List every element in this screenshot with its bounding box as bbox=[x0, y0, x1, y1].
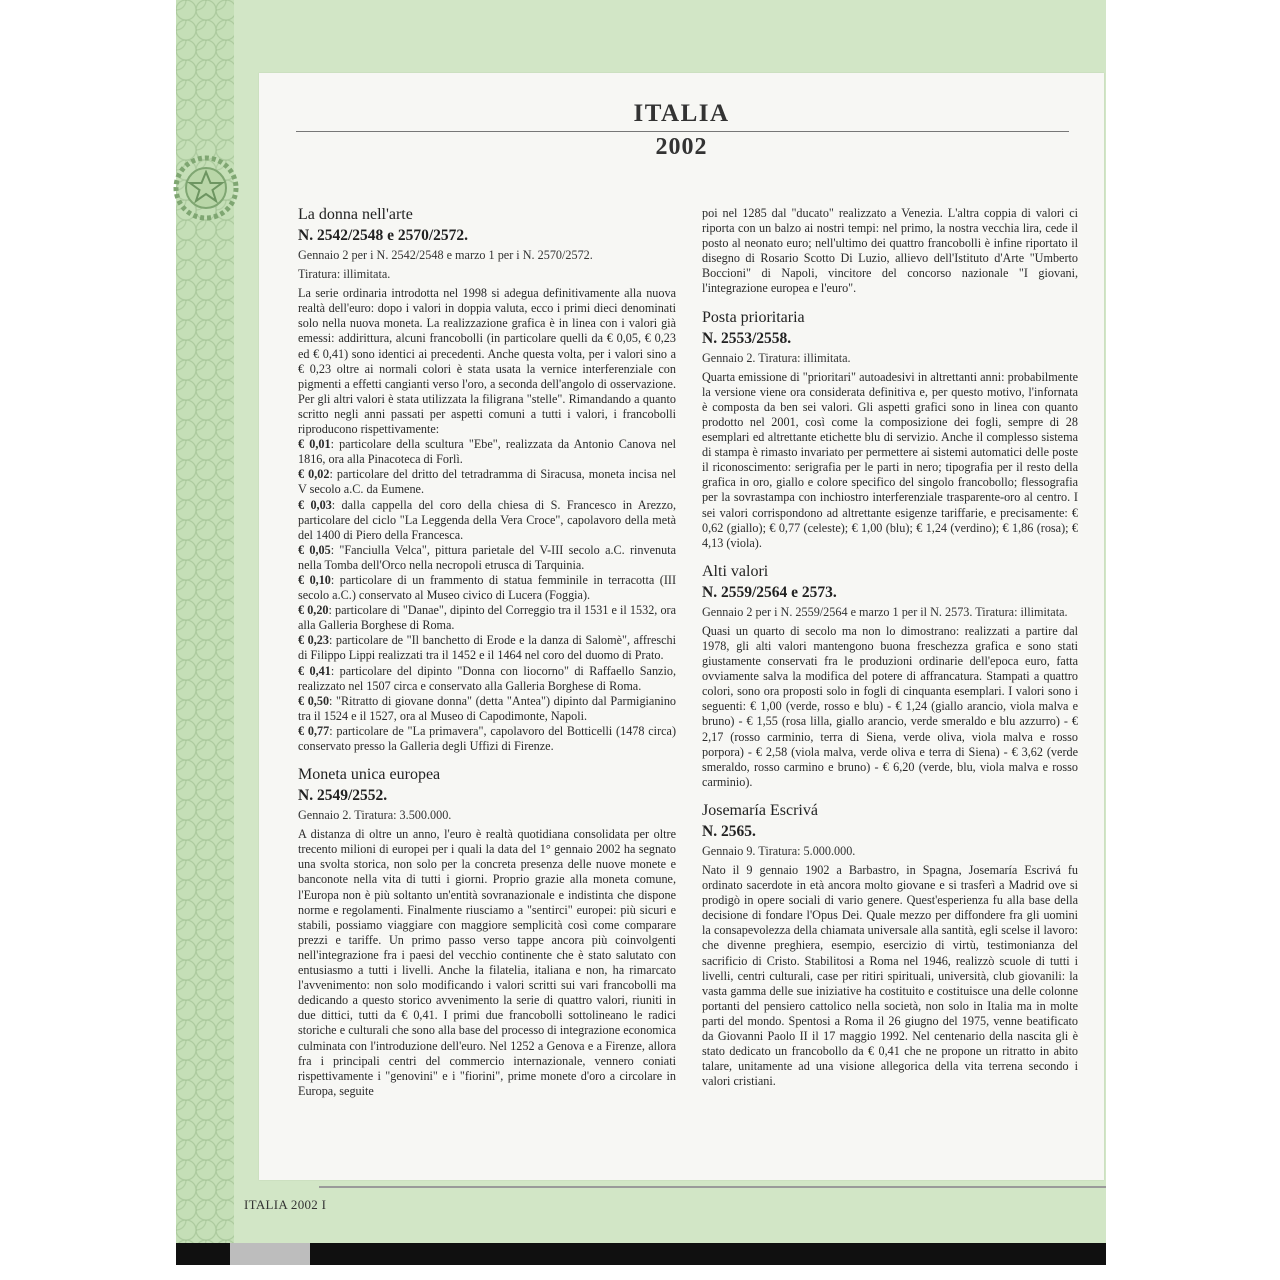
body-paragraph bbox=[298, 437, 676, 467]
title-divider bbox=[296, 131, 1069, 132]
section-gap bbox=[702, 790, 1078, 802]
body-paragraph bbox=[298, 286, 676, 437]
stamp-value: € 0,10 bbox=[298, 572, 331, 587]
page-year: 2002 bbox=[655, 134, 708, 160]
stamp-value: € 0,03 bbox=[298, 497, 332, 512]
stamp-value: € 0,20 bbox=[298, 603, 329, 618]
issue-info: Gennaio 9. Tiratura: 5.000.000. bbox=[702, 843, 856, 858]
article-section bbox=[702, 206, 1078, 297]
body-paragraph bbox=[702, 624, 1078, 790]
article-section bbox=[702, 802, 1078, 1090]
left-column bbox=[298, 206, 676, 1099]
paragraph-text: : particolare del dritto del tetradramma di Siracusa, moneta incisa nel V secolo a.C. da Eumene. bbox=[298, 467, 676, 497]
stamp-catalog-number: N. 2542/2548 e 2570/2572. bbox=[298, 227, 469, 244]
paragraph-text: : particolare della scultura "Ebe", realizzata da Antonio Canova nel 1816, ora alla Pinacoteca di Forlì. bbox=[298, 437, 677, 467]
paragraph-text: : particolare del dipinto "Donna con liocorno" di Raffaello Sanzio, realizzato nel 1507 circa e conservato alla Galleria Borghese di Roma. bbox=[298, 663, 676, 693]
body-paragraph bbox=[702, 863, 1078, 1089]
page-title: ITALIA bbox=[633, 100, 730, 127]
article-section bbox=[702, 563, 1078, 790]
issue-info: Tiratura: illimitata. bbox=[298, 267, 391, 282]
paragraph-text: Quarta emissione di "prioritari" autoadesivi in altrettanti anni: probabilmente la versione viene ora considerata definitiva e, per questo motivo, l'infornata è composta da ben sei valori. Gli aspetti grafici sono in linea con quanto prodotto nel 2001, così come la composizione dei fogli, sempre di 28 esemplari ed altrettante etichette blu di servizio. Anche il complesso sistema di stampa è rimasto invariato per permettere ai sistemi automatici delle poste il riconoscimento: serigrafia per le parti in nero; tipografia per il resto della grafica in oro, giallo e colore specifico del singolo francobollo; flessografia per la sovrastampa con inchiostro interferenziale trasparente-oro al centro. I sei valori corrispondono ad altrettante esigenze tariffarie, e precisamente: € 0,62 (giallo); € 0,77 (celeste); € 1,00 (blu); € 1,24 (verdino); € 1,86 (rosa); € 4,13 (viola). bbox=[702, 369, 1078, 550]
body-paragraph bbox=[298, 694, 676, 724]
paragraph-text: poi nel 1285 dal "ducato" realizzato a Venezia. L'altra coppia di valori ci riporta con un balzo ai nostri tempi: nel primo, la nostra vecchia lira, cede il posto al neonato euro; nell'ultimo dei quattro francobolli è infine riportato il disegno di Rosario Scotto Di Luzio, allievo dell'Istituto d'Arte "Umberto Boccioni" di Napoli, vincitore del concorso nazionale "I giovani, l'integrazione europea e l'euro". bbox=[702, 206, 1078, 296]
paragraph-text: : particolare di un frammento di statua femminile in terracotta (III secolo a.C.) conservato al Museo civico di Lucera (Foggia). bbox=[298, 572, 677, 603]
section-title: Alti valori bbox=[702, 562, 769, 580]
body-paragraph bbox=[298, 664, 676, 694]
stamp-value: € 0,50 bbox=[298, 693, 330, 708]
stamp-catalog-number: N. 2559/2564 e 2573. bbox=[702, 583, 837, 601]
section-title: Posta prioritaria bbox=[702, 308, 805, 326]
footer-divider bbox=[319, 1186, 1106, 1188]
body-paragraph bbox=[298, 467, 676, 497]
article-section bbox=[298, 206, 676, 754]
body-paragraph bbox=[702, 206, 1078, 297]
body-paragraph bbox=[298, 543, 676, 573]
article-section bbox=[298, 766, 676, 1099]
paragraph-text: : particolare de "Il banchetto di Erode e la danza di Salomè", affreschi di Filippo Lippi realizzati tra il 1452 e il 1464 nel coro del duomo di Prato. bbox=[298, 633, 677, 663]
stamp-value: € 0,77 bbox=[298, 723, 330, 738]
paragraph-text: : "Fanciulla Velca", pittura parietale del V-III secolo a.C. rinvenuta nella Tomba dell'Orco nella necropoli etrusca di Tarquinia. bbox=[298, 542, 677, 572]
body-paragraph bbox=[298, 633, 676, 663]
section-title: Josemaría Escrivá bbox=[702, 801, 818, 819]
scan-edge-bar bbox=[176, 1243, 1106, 1265]
body-paragraph bbox=[298, 827, 676, 1099]
paragraph-text: : particolare di "Danae", dipinto del Correggio tra il 1531 e il 1532, ora alla Galleria Borghese di Roma. bbox=[298, 603, 677, 633]
body-paragraph bbox=[702, 370, 1078, 551]
stamp-catalog-number: N. 2565. bbox=[702, 822, 756, 840]
stamp-value: € 0,01 bbox=[298, 437, 331, 452]
issue-info: Gennaio 2. Tiratura: illimitata. bbox=[702, 350, 851, 365]
page-footer: ITALIA 2002 I bbox=[244, 1197, 327, 1212]
issue-info: Gennaio 2 per i N. 2542/2548 e marzo 1 per i N. 2570/2572. bbox=[298, 248, 593, 262]
page-margin bbox=[1106, 0, 1280, 1245]
section-gap bbox=[702, 297, 1078, 309]
right-column bbox=[702, 206, 1078, 1089]
paragraph-text: La serie ordinaria introdotta nel 1998 si adegua definitivamente alla nuova realtà dell'euro: dopo i valori in doppia valuta, ecco i primi dieci denominati solo nella nuova moneta. La realizzazione grafica è in linea con i valori già emessi: addirittura, alcuni francobolli (in particolare quelli da € 0,05, € 0,23 ed € 0,41) sono identici ai precedenti. Anche questa volta, per i valori sino a € 0,23 oltre ai normali colori è stata usata la vernice interferenziale con pigmenti a effetti cangianti verso l'oro, a seconda dell'angolo di osservazione. Per gli altri valori è stata utilizzata la filigrana "stelle". Rimandando a quanto scritto negli anni passati per aspetti comuni a tutti i valori, i francobolli riproducono rispettivamente: bbox=[298, 286, 676, 437]
stamp-value: € 0,02 bbox=[298, 467, 330, 482]
paragraph-text: : dalla cappella del coro della chiesa di S. Francesco in Arezzo, particolare del ciclo "La Leggenda della Vera Croce", capolavoro della metà del 1400 di Piero della Francesca. bbox=[298, 497, 677, 542]
body-paragraph bbox=[298, 603, 676, 633]
stamp-value: € 0,23 bbox=[298, 633, 329, 648]
stamp-value: € 0,05 bbox=[298, 542, 331, 557]
body-paragraph bbox=[298, 573, 676, 603]
article-section bbox=[702, 309, 1078, 551]
paragraph-text: A distanza di oltre un anno, l'euro è realtà quotidiana consolidata per oltre trecento milioni di europei per i quali la data del 1° gennaio 2002 ha segnato una svolta storica, non solo per la concreta presenza delle nuove monete e banconote nella vita di tutti i giorni. Proprio grazie alla moneta comune, l'Europa non è più soltanto un'entità sovranazionale e indistinta che dispone norme e regolamenti. Finalmente riusciamo a "sentirci" europei: più sicuri e stabili, possiamo viaggiare con maggiore semplicità così come comparare prezzi e tariffe. Un primo passo verso tappe ancora più coinvolgenti nell'integrazione fra i paesi del vecchio continente che è stato salutato con entusiasmo a tutti i livelli. Anche la filatelia, italiana e non, ha rimarcato l'avvenimento: non solo modificando i valori scritti sui vari francobolli ma dedicando a questo storico avvenimento la serie di quattro valori, riuniti in due dittici, tutti da € 0,41. I primi due francobolli sottolineano le radici storiche e culturali che sono alla base del processo di integrazione economica culminata con l'introduzione dell'euro. Nel 1252 a Genova e a Firenze, allora fra i principali centri del commercio internazionale, vennero coniati rispettivamente i "genovini" e i "fiorini", prime monete d'oro a circolare in Europa, seguite bbox=[298, 827, 676, 1098]
paragraph-text: : particolare de "La primavera", capolavoro del Botticelli (1478 circa) conservato presso la Galleria degli Uffizi di Firenze. bbox=[298, 723, 676, 753]
issue-info: Gennaio 2. Tiratura: 3.500.000. bbox=[298, 808, 452, 823]
stamp-value: € 0,41 bbox=[298, 663, 331, 678]
paragraph-text: : "Ritratto di giovane donna" (detta "Antea") dipinto dal Parmigianino tra il 1524 e il 1527, ora al Museo di Capodimonte, Napoli. bbox=[298, 693, 677, 723]
section-gap bbox=[702, 551, 1078, 563]
stamp-catalog-number: N. 2553/2558. bbox=[702, 329, 792, 347]
scan-edge-gray bbox=[230, 1243, 310, 1265]
issue-info: Gennaio 2 per i N. 2559/2564 e marzo 1 per il N. 2573. Tiratura: illimitata. bbox=[702, 604, 1068, 619]
body-paragraph bbox=[298, 498, 676, 543]
section-gap bbox=[298, 754, 676, 766]
body-paragraph bbox=[298, 724, 676, 754]
paragraph-text: Quasi un quarto di secolo ma non lo dimostrano: realizzati a partire dal 1978, gli alti valori mantengono buona freschezza grafica e sono stati giustamente conservati fra le produzioni ordinarie dell'epoca euro, fatta ovviamente salva la modifica del potere di affrancatura. Stampati a quattro colori, sono ora proposti solo in fogli di cinquanta esemplari. I valori sono i seguenti: € 1,00 (verde, rosso e blu) - € 1,24 (giallo arancio, viola malva e bruno) - € 1,55 (rosa lilla, giallo arancio, verde smeraldo e blu azzurro) - € 2,17 (rosso carminio, terra di Siena, verde oliva, viola malva e rosso porpora) - € 2,58 (viola malva, verde oliva e terra di Siena) - € 3,62 (verde smeraldo, rosso carmino e bruno) - € 6,20 (verde, blu, viola malva e rosso carminio). bbox=[702, 623, 1078, 789]
section-title: La donna nell'arte bbox=[298, 206, 413, 223]
italian-republic-emblem-icon bbox=[166, 148, 246, 228]
paragraph-text: Nato il 9 gennaio 1902 a Barbastro, in Spagna, Josemaría Escrivá fu ordinato sacerdote in età ancora molto giovane e si trasferì a Madrid ove si prodigò in opere sociali di vario genere. Quest'esperienza fu alla base della decisione di fondare l'Opus Dei. Quale mezzo per diffondere fra gli uomini la consapevolezza della chiamata universale alla santità, egli scelse il lavoro: che divenne preghiera, esempio, esercizio di virtù, testimonianza del sacrificio di Cristo. Stabilitosi a Roma nel 1946, realizzò scuole di tutti i livelli, centri culturali, case per ritiri spirituali, università, club giovanili: la vasta gamma delle sue iniziative ha costituito e costituisce una delle colonne portanti del pensiero cattolico nella società, non solo in Italia ma in molte parti del mondo. Spentosi a Roma il 26 giugno del 1975, venne beatificato da Giovanni Paolo II il 17 maggio 1992. Nel centenario della nascita gli è stato dedicato un francobollo da € 0,41 che ne propone un ritratto in abito talare, unitamente ad una visione allegorica della vita terrena secondo i valori cristiani. bbox=[702, 863, 1078, 1089]
stamp-catalog-number: N. 2549/2552. bbox=[298, 787, 388, 805]
section-title: Moneta unica europea bbox=[298, 766, 441, 784]
